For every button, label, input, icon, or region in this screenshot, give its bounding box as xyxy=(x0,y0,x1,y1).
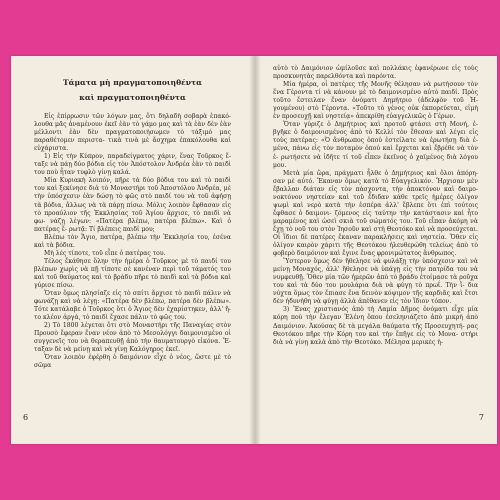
paragraph: Ὅταν λοιπὸν ἐφέρθη ὁ δαιμόνιον εἶχε ὁ νέος, ὥστε μὲ τὸ σῶμα xyxy=(34,354,231,370)
paragraph: Μετὰ μία ὥρα, πράγματι ἦλθε ὁ Δημήτριος καὶ ὅλοι ἀπόρη- σαν μὲ αὐτό. Ἔκαναν ὅμως κατὰ τὸ Εὐαγγελικόν. Ἤρχισαν μὲν ἔβαλλαν διάταν εἰς τὸν πάσχοντα, τὴν ἀποκτόνον καὶ δαιμο- νοκτόνον νηστείαν καὶ τοῦ ἔδιδαν κάθε τρεῖς ἡμέρες ὀλίγον ψωμὶ καὶ νερὸ κατὰ τὴν ἑσπέρα ἀλλ' ἔβλεπε ὅτι ἐπὶ τούτοις ἔφθασε ὁ δαιμονι- ζόμενος εἰς ταύτην τὴν κατάστασιν καὶ ἦτο μαραμένος καὶ ὡσεὶ σκιὰ τοῦ σώματός του. Τοῦ εἶπαν ἀκόμη νὰ ἔχῃ τὸ νοῦ του στὸν Ἰησοῦν καὶ στὴ Θεοτόκο καὶ νὰ προσεύχεται. Οἱ ἴδιοι δὲ πατέρες ἔκαναν παρακλήσεις καὶ νηστεία. Ὅθεν εἰς ὀλίγον καιρὸν χάριτι τῆς Θεοτόκου ἠλευθερώθη τελείως ἀπὸ τὸ φοβερὸ δαιμόνιον καὶ ἔγινε ἕνας φρονιμώτατος ἄνθρωπος. xyxy=(273,169,478,258)
paragraph: 1) Εἰς τὴν Κύπρον, παραδείγματος χάριν, ἕνας Τοῦρκος ἔ- ταξε νὰ πάῃ δύο βόδια εἰς τὸν Ἀπόστολον Ἀνδρέα ἐὰν τὸ παιδὶ του ποὺ ἦταν τυφλὸ γίνῃ καλά. xyxy=(34,153,231,177)
paragraph: 2) Τὸ 1800 λέγεται ὅτι στὸ Μοναστήρι τῆς Παναγίας στὸν Προυσὸ ἔφεραν ἕναν νέον ἀπὸ τὸ Μεσολόγγι δαιμονισμένο οἱ συγγενεῖς του νὰ θεραπευθῇ ἀπὸ τὴν θαυματουργὸ εἰκόνα. Ἔ- ταξαν δὲ νὰ μείνῃ καὶ νὰ γίνῃ Καλόγηρος ἐκεῖ. xyxy=(34,322,231,354)
paragraph: Βλέπω τὸν Ἅγιο, πατέρα, βλέπω τὴν Ἐκκλησία του, ἐσένα καὶ τὰ βόδια. xyxy=(34,233,231,249)
paragraph: Εἰς ἐπίρρωσιν τῶν λόγων μας, ὅτι δηλαδὴ σοβαρὰ ἐπακό- λουθα μᾶς ἀναμένουν ἐκεῖ ἐὰν τὸ γάμο μας καὶ τὰ ἐὰν δὲν ἐὰν μέλλοντι ἐὰν δὲν πραγματοποιήσωμεν τὸ τάξιμό μας παραθέτομεν περιστα- τικὰ τινὰ μὲ ἄσχημα ἐπακόλουθα καὶ εὐχάριστα. xyxy=(34,113,231,153)
chapter-title-line-1: Τάματα μὴ πραγματοποιηθέντα xyxy=(63,78,202,87)
right-page xyxy=(259,56,497,444)
chapter-title-line-2: καὶ πραγματοποιηθέντα xyxy=(79,93,186,102)
left-page xyxy=(11,56,251,444)
paragraph: Μία ἡμέρα, οἱ πατέρες τῆς Μονῆς θέλησαν νὰ ρωτήσουν τὸν ἕνα Γέροντα τί νὰ κάνουν μὲ τὸ δαιμονισμένο αὐτὸ παιδί. Πρὸς τοῦτο ἔστειλαν ἕναν ὀνόματι Δημήτριο (ἀδελφὸν τοῦ Ἡ- γουμένου) στὸ Γέροντα. «Τοῦτο τὸ γένος οὐκ ἐκπορεύεται, εἰμὴ ἐν προσευχῇ καὶ νηστείᾳ» ἀπεκρίθη εὐαγγελικῶς ὁ Γέρων. xyxy=(273,81,478,121)
paragraph: Μὴ λὲς τίποτε, τοῦ εἶπε ὁ πατέρας του. xyxy=(44,249,166,257)
paragraph: Ὕστερον ὅμως δὲν ἤθελησε νὰ φυλάξῃ τὴν ὑπόσχεσιν καὶ νὰ μείνῃ Μοναχός, ἀλλ' ἤθελησε νὰ ὑπάγῃ εἰς τὴν πατρίδα του νὰ νυμφευθῇ. Ὅθεν μία τῶν ἡμερῶν ἀπὸ τὸ βράδυ ἑτοίμασε τὰ ροῦχα του καὶ τὰ δύο του μουλάρια διὰ νὰ φύγῃ τὸ πρωΐ. Τὴν ἴ- δια νύχτα ὅμως τὸν ἔπιασε ἕνα δεινὸν κόψιμον τῆς καρδιᾶς καὶ ἔτσι δὲν ἠδυνήθη νὰ φύγῃ ἀλλὰ ἀπέθανεν εἰς τὸν ἴδιον τόπον. xyxy=(273,258,478,306)
paragraph: Τέλος ἔκάθησε ὅλην τὴν ἡμέρα ὁ Τοῦρκος μὲ τὸ παιδί του βλέπων χωρὶς νὰ πῇ τίποτε σὲ κανέναν περὶ τοῦ τάματός του καὶ τοῦ θαύματος καὶ τὸ βράδυ πῆρε τὸ παιδὶ καὶ τὰ βόδια καὶ γύρισε πίσω. xyxy=(34,257,231,289)
paragraph: αὐτὸ τὸ Δαιμόνιον ὡμίλοῦσε καὶ πολλάκις ἐφανέρωνε εἰς τοὺς προσκυνητὰς παρελθόντα καὶ παρόντα. xyxy=(273,65,478,81)
paragraph: Μία Κυριακὴ λοιπόν, πῆρε τὰ δύο βόδια του καὶ τὸ παιδὶ του καὶ ξεκίνησε διὰ τὸ Μοναστήρι τοῦ Ἀποστόλου Ἀνδρέα, μὲ τὴν ὑπόσχεσιν ἐὰν δώσῃ τὸ φῶς στὸ παιδί του νὰ τοῦ ἀφήσῃ τὰ βόδια, ἄλλως νὰ τὰ πάρῃ πίσω. Μόλις λοιπὸν ἔφθασαν εἰς τὸ προαύλιον τῆς Ἐκκλησίας τοῦ Ἁγίου ἄρχισε, τὸ παιδὶ νὰ φω- νάζῃ λέγων: «Πατέρα βλέπω, πατέρα βλέπω». Καὶ ὁ πατέρας ἔ- ρωτᾷ: Τί βλέπεις παιδί μου; xyxy=(34,177,231,233)
paragraph: Ὅταν γύριζε ὁ Δημήτριος καὶ προτοῦ φτάσει στὴ Μονή, ἐ- βγῆκε ὁ δαιμονισμένος ἀπὸ τὸ Κελλί τὸν ἔθεσαν καὶ λέγει εἰς τοὺς πατέρας: «Ὁ ἄνθρωπος ὁπού ἐστείλατε νὰ ἐρωτήσῃ διὰ ἐ- μένα, πάνω εἰς τὸν ποταμὸν ὁπού καὶ ἔρχεται καὶ ἔβρέθε νὰ τὸν ἐ- ρωτήσετε νὰ ἰδῆτε τί τοῦ εἶπεν ἐκεῖνος ὁ χαϊμένος διὰ λόγου μου. xyxy=(273,121,478,169)
paragraph: Ὅταν ὅμως πλησίαζε εἰς τὸ σπίτι ἄρχισε τὸ παιδὶ πάλιν νὰ φωνάζῃ καὶ νὰ λέγῃ: «Πατέρα δὲν βλέπω, πατέρα δὲν βλέπω». Τότε κατάλαβε ὁ Τοῦρκος ὅτι ὁ Ἅγιος δὲν ἐχαρίστηκεν, ἀλλ' ἤ- το κλέον ἀργά, τὸ παιδὶ ἔχασε πάλιν τὸ φῶς του. xyxy=(34,290,231,322)
page-number: 7 xyxy=(478,412,484,422)
page-number: 6 xyxy=(23,412,29,422)
left-page-text xyxy=(34,73,231,371)
paragraph: 3) Ἕνας χριστιανός ἀπὸ τὴ Λαμία Δῆμος ὀνόματι εἶχε μία κόρη ποὺ τὴν ἔλεγαν Ἑλένη ὅπου ἐσεληνιάζετο ἀπὸ μικρὴ ἀπὸ Δαιμόνιον. Ἀκούσας δὲ τὰ μεγάλα θαύματα τῆς Προσευχητή- ρας Θεοτόκου πῆρε τὴν Κόρη του καὶ τὴν ἔπῆγε εἰς τὸ Μονα- στήρι διὰ νὰ γίνῃ καλὰ ἀπὸ τὴν Θεοτόκο. Μέλησα μερικὲς ἡ- xyxy=(273,306,478,346)
open-book xyxy=(11,56,497,444)
right-page-text xyxy=(273,65,478,347)
